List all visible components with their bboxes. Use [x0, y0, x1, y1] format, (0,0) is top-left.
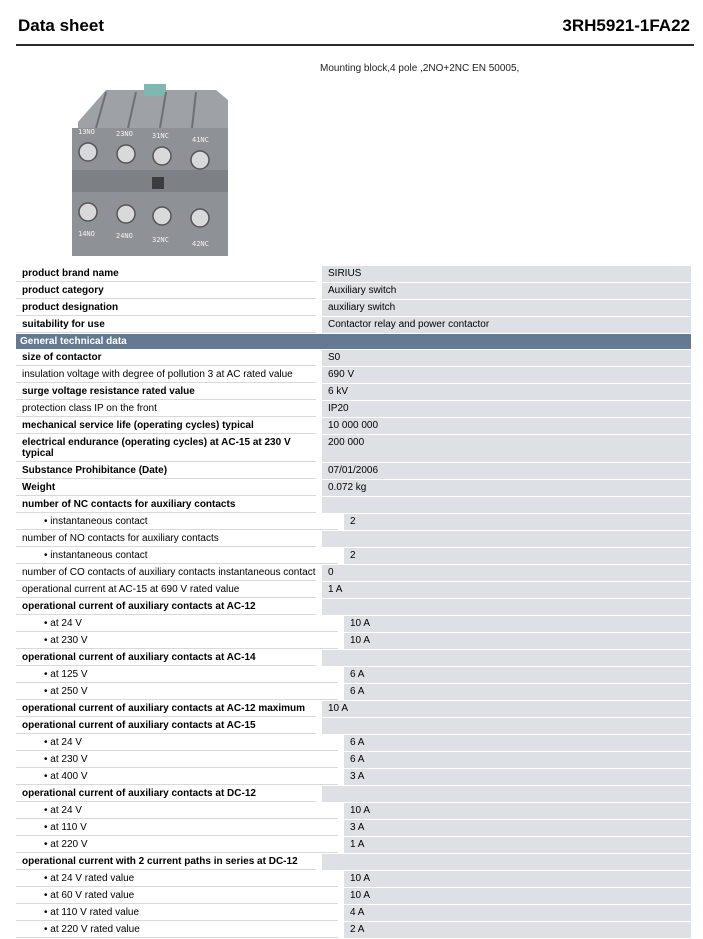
spec-value: 6 A	[344, 684, 691, 700]
spec-value	[322, 854, 691, 870]
spec-label: suitability for use	[16, 317, 316, 333]
spec-label: • at 400 V	[16, 769, 338, 785]
spec-value: Contactor relay and power contactor	[322, 317, 691, 333]
product-photo	[66, 80, 236, 260]
spec-value	[322, 650, 691, 666]
section-header	[16, 334, 691, 350]
spec-row	[16, 463, 691, 480]
spec-label: • at 220 V	[16, 837, 338, 853]
spec-value: 1 A	[322, 582, 691, 598]
terminal-label: 32NC	[152, 236, 169, 244]
spec-value: 07/01/2006	[322, 463, 691, 479]
terminal-label: 31NC	[152, 132, 169, 140]
spec-label: • at 250 V	[16, 684, 338, 700]
spec-label: operational current of auxiliary contacts at AC-14	[16, 650, 316, 666]
spec-row	[16, 350, 691, 367]
spec-label: operational current at AC-15 at 690 V rated value	[16, 582, 316, 598]
spec-value	[322, 718, 691, 734]
spec-value: SIRIUS	[322, 266, 691, 282]
page-header	[16, 0, 694, 46]
spec-label: • at 60 V rated value	[16, 888, 338, 904]
spec-row	[16, 565, 691, 582]
spec-row	[16, 531, 691, 548]
product-description: Mounting block,4 pole ,2NO+2NC EN 50005,	[320, 63, 520, 74]
spec-row	[16, 667, 691, 684]
spec-row	[16, 752, 691, 769]
spec-label: • at 24 V rated value	[16, 871, 338, 887]
spec-row	[16, 418, 691, 435]
spec-label: electrical endurance (operating cycles) at AC-15 at 230 V typical	[16, 435, 316, 462]
spec-row	[16, 905, 691, 922]
spec-label: operational current of auxiliary contacts at DC-12	[16, 786, 316, 802]
spec-label: mechanical service life (operating cycles) typical	[16, 418, 316, 434]
spec-row	[16, 283, 691, 300]
spec-label: • at 24 V	[16, 803, 338, 819]
spec-row	[16, 616, 691, 633]
spec-value: 6 kV	[322, 384, 691, 400]
spec-label: product category	[16, 283, 316, 299]
spec-label: size of contactor	[16, 350, 316, 366]
spec-row	[16, 317, 691, 334]
spec-value	[322, 786, 691, 802]
spec-row	[16, 300, 691, 317]
spec-value: 10 A	[344, 871, 691, 887]
spec-label: product designation	[16, 300, 316, 316]
spec-value: 10 A	[344, 803, 691, 819]
spec-label: operational current with 2 current paths in series at DC-12	[16, 854, 316, 870]
terminal-label: 24NO	[116, 232, 133, 240]
spec-row	[16, 803, 691, 820]
spec-value: IP20	[322, 401, 691, 417]
spec-row	[16, 701, 691, 718]
spec-value	[322, 497, 691, 513]
spec-value	[322, 531, 691, 547]
spec-row	[16, 837, 691, 854]
spec-value: 0.072 kg	[322, 480, 691, 496]
spec-label: • at 24 V	[16, 735, 338, 751]
spec-label: number of NO contacts for auxiliary contacts	[16, 531, 316, 547]
spec-value: S0	[322, 350, 691, 366]
spec-label: Substance Prohibitance (Date)	[16, 463, 316, 479]
spec-row	[16, 633, 691, 650]
spec-label: • at 230 V	[16, 752, 338, 768]
spec-label: insulation voltage with degree of pollution 3 at AC rated value	[16, 367, 316, 383]
spec-value: 10 A	[344, 888, 691, 904]
spec-label: surge voltage resistance rated value	[16, 384, 316, 400]
spec-label: operational current of auxiliary contacts at AC-12 maximum	[16, 701, 316, 717]
spec-label: product brand name	[16, 266, 316, 282]
spec-value: 10 A	[344, 616, 691, 632]
terminal-label: 42NC	[192, 240, 209, 248]
spec-row	[16, 718, 691, 735]
document-title: Data sheet	[18, 16, 104, 35]
spec-value: 3 A	[344, 769, 691, 785]
spec-row	[16, 735, 691, 752]
spec-row	[16, 599, 691, 616]
spec-value: 2	[344, 514, 691, 530]
spec-value: 10 000 000	[322, 418, 691, 434]
spec-label: • at 125 V	[16, 667, 338, 683]
spec-label: • at 220 V rated value	[16, 922, 338, 938]
spec-label: • instantaneous contact	[16, 548, 338, 564]
terminal-label: 14NO	[78, 230, 95, 238]
spec-value: 4 A	[344, 905, 691, 921]
spec-table	[16, 266, 691, 939]
spec-label: • at 110 V rated value	[16, 905, 338, 921]
spec-row	[16, 888, 691, 905]
spec-row	[16, 401, 691, 418]
spec-value: 6 A	[344, 752, 691, 768]
spec-value: 10 A	[344, 633, 691, 649]
spec-label: • instantaneous contact	[16, 514, 338, 530]
spec-row	[16, 769, 691, 786]
spec-value: 6 A	[344, 667, 691, 683]
terminal-label: 13NO	[78, 128, 95, 136]
spec-row	[16, 514, 691, 531]
spec-row	[16, 650, 691, 667]
spec-row	[16, 548, 691, 565]
spec-value: 10 A	[322, 701, 691, 717]
spec-label: • at 110 V	[16, 820, 338, 836]
spec-value: 1 A	[344, 837, 691, 853]
spec-value: 690 V	[322, 367, 691, 383]
spec-label: number of CO contacts of auxiliary contacts instantaneous contact	[16, 565, 316, 581]
spec-row	[16, 435, 691, 463]
spec-label: • at 24 V	[16, 616, 338, 632]
spec-label: number of NC contacts for auxiliary contacts	[16, 497, 316, 513]
spec-row	[16, 786, 691, 803]
spec-value: 6 A	[344, 735, 691, 751]
spec-label: protection class IP on the front	[16, 401, 316, 417]
spec-value: 2 A	[344, 922, 691, 938]
spec-row	[16, 384, 691, 401]
spec-row	[16, 820, 691, 837]
spec-row	[16, 871, 691, 888]
spec-value	[322, 599, 691, 615]
spec-value: auxiliary switch	[322, 300, 691, 316]
spec-row	[16, 367, 691, 384]
spec-label: • at 230 V	[16, 633, 338, 649]
section-title: General technical data	[16, 334, 691, 349]
spec-row	[16, 497, 691, 514]
spec-label: Weight	[16, 480, 316, 496]
spec-row	[16, 922, 691, 939]
spec-row	[16, 266, 691, 283]
spec-value: 2	[344, 548, 691, 564]
spec-row	[16, 582, 691, 599]
spec-row	[16, 684, 691, 701]
spec-value: 3 A	[344, 820, 691, 836]
terminal-label: 23NO	[116, 130, 133, 138]
spec-label: operational current of auxiliary contacts at AC-12	[16, 599, 316, 615]
spec-value: 200 000	[322, 435, 691, 462]
terminal-label: 41NC	[192, 136, 209, 144]
spec-row	[16, 480, 691, 497]
order-number: 3RH5921-1FA22	[562, 16, 690, 35]
spec-label: operational current of auxiliary contacts at AC-15	[16, 718, 316, 734]
spec-row	[16, 854, 691, 871]
spec-value: 0	[322, 565, 691, 581]
spec-value: Auxiliary switch	[322, 283, 691, 299]
